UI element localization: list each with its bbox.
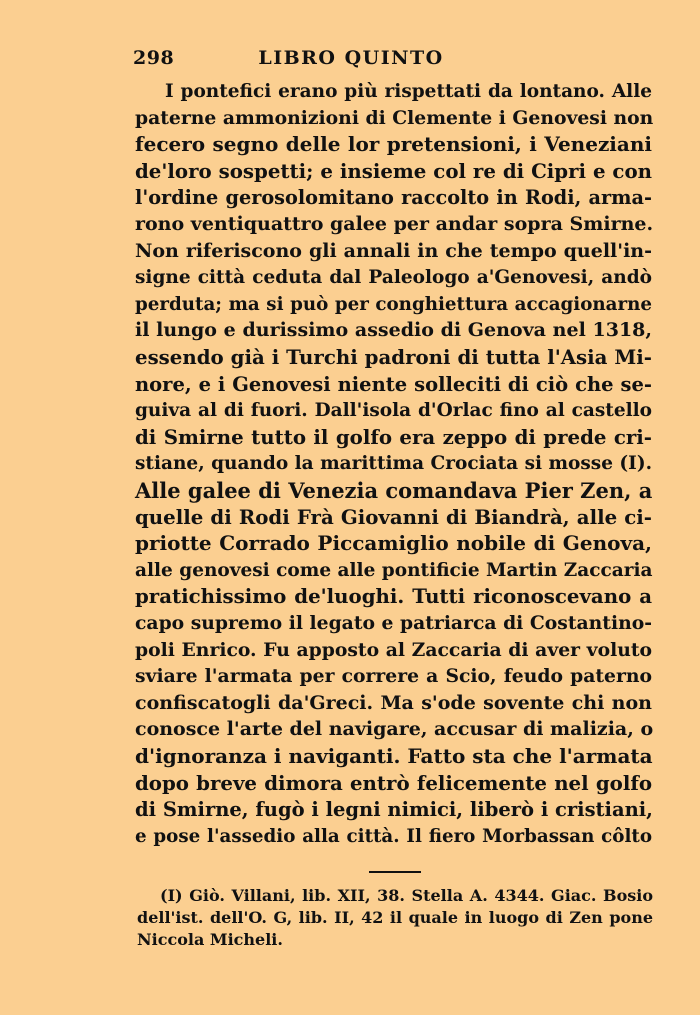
text-line: e pose l'assedio alla città. Il fiero Morbassan côlto <box>135 825 652 847</box>
text-line: di Smirne tutto il golfo era zeppo di prede cri- <box>135 424 652 449</box>
text-line: dopo breve dimora entrò felicemente nel golfo <box>135 770 652 795</box>
footnote-line: Niccola Micheli. <box>137 930 283 949</box>
text-line: il lungo e durissimo assedio di Genova nel 1318, <box>135 319 652 342</box>
text-line: fecero segno delle lor pretensioni, i Veneziani <box>135 132 652 157</box>
text-line: perduta; ma si può per conghiettura accagionarne <box>135 293 652 315</box>
footnote-separator <box>369 871 421 873</box>
text-line: capo supremo il legato e patriarca di Costantino- <box>135 612 652 634</box>
text-line: I pontefici erano più rispettati da lontano. Alle <box>165 81 652 102</box>
text-line: guiva al di fuori. Dall'isola d'Orlac fino al castello <box>135 400 652 422</box>
text-line: l'ordine gerosolomitano raccolto in Rodi, arma- <box>135 186 652 210</box>
text-line: stiane, quando la marittima Crociata si mosse (I). <box>135 453 653 475</box>
text-line: Alle galee di Venezia comandava Pier Zen, a <box>135 478 653 503</box>
footnote-line: (I) Giò. Villani, lib. XII, 38. Stella A. 4344. Giac. Bosio <box>160 886 653 905</box>
text-line: conosce l'arte del navigare, accusar di malizia, o <box>135 718 654 741</box>
page-header <box>133 47 569 73</box>
text-line: pratichissimo de'luoghi. Tutti riconoscevano a <box>135 584 652 609</box>
text-line: d'ignoranza i naviganti. Fatto sta che l'armata <box>135 744 653 768</box>
text-line: poli Enrico. Fu apposto al Zaccaria di aver voluto <box>135 638 652 661</box>
text-line: Non riferiscono gli annali in che tempo quell'in- <box>135 239 652 262</box>
running-head: LIBRO QUINTO <box>258 47 444 69</box>
page-number: 298 <box>133 47 175 69</box>
text-line: alle genovesi come alle pontificie Martin Zaccaria <box>135 559 653 581</box>
text-line: sviare l'armata per correre a Scio, feudo paterno <box>135 665 652 688</box>
text-line: essendo già i Turchi padroni di tutta l'Asia Mi- <box>135 345 652 369</box>
text-line: priotte Corrado Piccamiglio nobile di Genova, <box>135 531 652 556</box>
footnote-line: dell'ist. dell'O. G, lib. II, 42 il quale in luogo di Zen pone <box>137 908 653 927</box>
text-line: signe città ceduta dal Paleologo a'Genovesi, andò <box>135 267 652 289</box>
text-line: quelle di Rodi Frà Giovanni di Biandrà, alle ci- <box>135 504 652 529</box>
text-line: confiscatogli da'Greci. Ma s'ode sovente chi non <box>135 691 652 714</box>
text-line: di Smirne, fugò i legni nimici, liberò i cristiani, <box>135 798 653 822</box>
text-line: rono ventiquattro galee per andar sopra Smirne. <box>135 213 654 235</box>
text-line: de'loro sospetti; e insieme col re di Cipri e con <box>135 158 652 183</box>
text-line: nore, e i Genovesi niente solleciti di ciò che se- <box>135 372 652 396</box>
text-line: paterne ammonizioni di Clemente i Genovesi non <box>135 106 654 129</box>
